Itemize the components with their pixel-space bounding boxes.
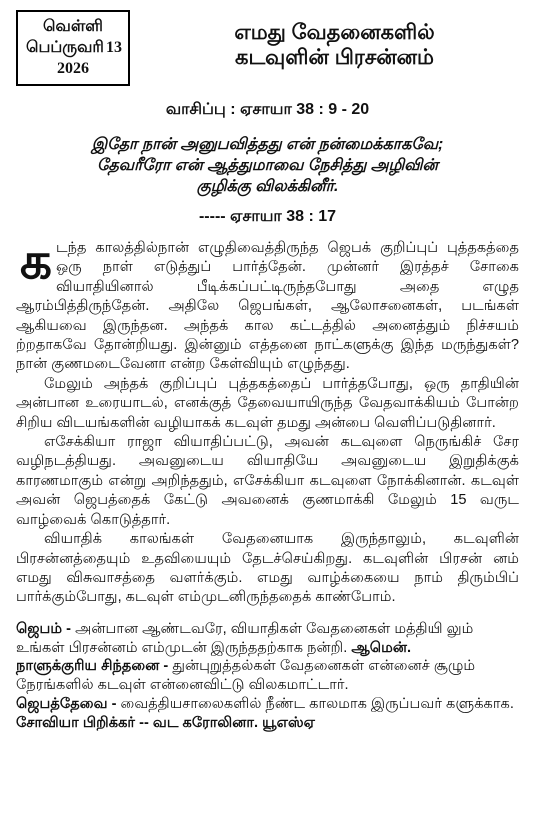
key-verse [16,134,519,197]
date-month-row [18,37,128,58]
paragraph-4: வியாதிக் காலங்கள் வேதனையாக இருந்தாலும், கடவுளின் பிரசன்னத்தையும் உதவியையும் தேடச்செய்கிறது. கடவுளின் பிரசன் னம் எமது விசுவாசத்தை வளர்க்கும். எமது வாழ்க்கையை நாம் திரும்பிப் பார்க்கும்போது, கடவுள் எம்முடனிருந்ததைக் காண்போம். [16,531,519,606]
prayer-text: அன்பான ஆண்டவரே, வியாதிகள் வேதனைகள் மத்தியி லும் உங்கள் பிரசன்னம் எம்முடன் இருந்ததற்காக நன்றி. [16,620,474,656]
prayer-label: ஜெபம் - [16,620,72,637]
date-day: வெள்ளி [43,18,103,35]
date-year: 2026 [57,60,89,77]
author [16,714,519,733]
verse-line-1: இதோ நான் அனுபவித்தது என் நன்மைக்காகவே; [91,136,444,153]
page-title [130,8,519,70]
verse-line-2: தேவரீரோ என் ஆத்துமாவை நேசித்து அழிவின் [96,157,439,174]
need-label: ஜெபத்தேவை - [16,695,117,712]
date-number: 13 [106,39,122,56]
paragraph-1-text: டந்த காலத்தில்நான் எழுதிவைத்திருந்த ஜெபக் குறிப்புப் புத்தகத்தை ஒரு நாள் எடுத்துப் பார்த்தேன். முன்னர் இரத்தச் சோகை வியாதியினால் பீடிக்கப்பட்டிருந்தபோது அதை எழுத ஆரம்பித்திருந்தேன். அதிலே ஜெபங்கள், ஆலோசனைகள், படங்கள் ஆகியவை இருந்தன. அந்தக் கால கட்டத்தில் அனைத்தும் நிச்சயம் ற்றதாகவே தோன்றியது. இன்னும் எத்தனை நாட்களுக்கு இந்த மருந்துகள்? நான் குணமடைவேனா என்ற கேள்வியும் எழுந்தது. [16,240,519,373]
thought-for-day [16,657,519,695]
title-line-2: கடவுளின் பிரசன்னம் [235,46,434,69]
paragraph-1 [16,233,519,375]
header [16,8,519,88]
reading-reference: வாசிப்பு : ஏசாயா 38 : 9 - 20 [165,101,370,118]
verse-line-3: குழிக்கு விலக்கினீர். [196,178,339,195]
need-text: வைத்தியசாலைகளில் நீண்ட காலமாக இருப்பவர் களுக்காக. [116,695,514,712]
prayer [16,620,519,658]
thought-label: நாளுக்குரிய சிந்தனை - [16,658,169,675]
author-name: சோவியா பிறிக்கர் -- வட கரோலினா. யூஎஸ்ஏ [16,714,315,731]
verse-reference: ----- ஏசாயா 38 : 17 [198,208,337,225]
footer-section [16,620,519,733]
thought-text: துன்புறுத்தல்கள் வேதனைகள் என்னைச் சூழும் நேரங்களில் கடவுள் என்னைவிட்டு விலகமாட்டார். [16,658,476,694]
paragraph-2: மேலும் அந்தக் குறிப்புப் புத்தகத்தைப் பார்த்தபோது, ஒரு தாதியின் அன்பான உரையாடல், எனக்குத் தேவையாயிருந்த வேதவாக்கியம் போன்ற சிறிய விடயங்களின் வழியாகக் கடவுள் தமது அன்பை வெளிப்படுதினார். [16,375,519,431]
paragraph-3: எசேக்கியா ராஜா வியாதிப்பட்டு, அவன் கடவுளை நெருங்கிச் சேர வழிநடத்தியது. அவனுடைய வியாதியே அவனுடைய இறுதிக்குக் காரணமாகும் என்று அறிந்ததும், எசேக்கியா கடவுளை நோக்கினான். கடவுள் அவன் ஜெபத்தைக் கேட்டு அவனைக் குணமாக்கி மேலும் 15 வருட வாழ்வைக் கொடுத்தார். [16,434,519,528]
date-month: பெப்ருவரி [26,39,104,56]
article-body [16,233,519,608]
date-box [16,10,130,86]
title-line-1: எமது வேதனைகளில் [234,21,435,44]
prayer-need [16,695,519,714]
prayer-amen: ஆமென். [351,639,412,656]
drop-cap: க [20,233,52,289]
